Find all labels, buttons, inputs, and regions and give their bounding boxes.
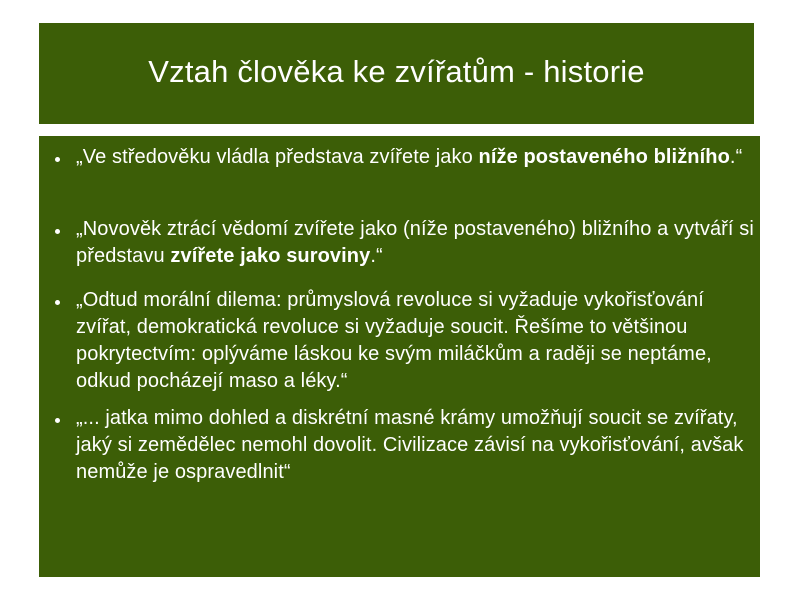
bullet-text — [76, 144, 766, 171]
bullet-text: „Odtud morální dilema: průmyslová revoluce si vyžaduje vykořisťování zvířat, demokratická revoluce si vyžaduje soucit. Řešíme to většinou pokrytectvím: oplýváme láskou ke svým miláčkům a raději se neptáme, odkud pocházejí maso a léky.“ — [76, 289, 712, 392]
bullet-text-part: .“ — [370, 245, 383, 267]
bullet-emphasis: níže postaveného bližního — [478, 146, 730, 168]
bullet-text — [76, 216, 761, 270]
slide-title: Vztah člověka ke zvířatům - historie — [148, 53, 645, 89]
bullet-text-part: „Novověk ztrácí vědomí zvířete jako (níže postaveného) bližního a vytváří si představu — [76, 218, 754, 267]
content-panel — [39, 136, 760, 577]
bullet-text-part: .“ — [729, 146, 743, 168]
bullet-text-part: „Ve středověku vládla představa zvířete jako — [76, 146, 479, 168]
bullet-text: „... jatka mimo dohled a diskrétní masné krámy umožňují soucit se zvířaty, jaký si zemědělec nemohl dovolit. Civilizace závisí na vykořisťování, avšak nemůže je ospravedlnit“ — [76, 407, 744, 483]
bullet-dot-icon — [55, 229, 60, 234]
bullet-dot-icon — [55, 157, 60, 162]
bullet-emphasis: zvířete jako suroviny — [170, 245, 371, 267]
bullet-dot-icon — [55, 300, 60, 305]
bullet-dot-icon — [55, 418, 60, 423]
title-panel — [39, 23, 754, 124]
